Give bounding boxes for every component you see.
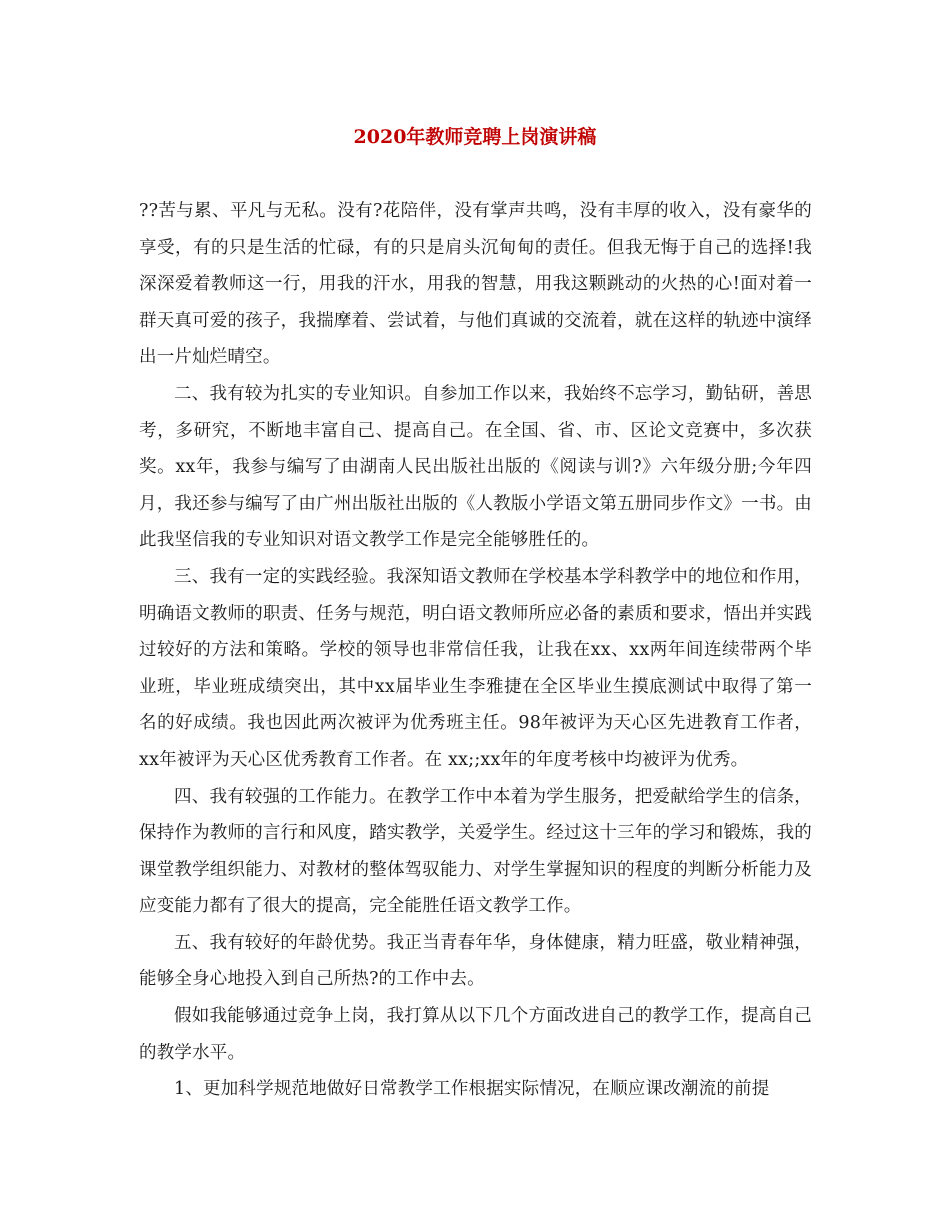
paragraph-6: 假如我能够通过竞争上岗，我打算从以下几个方面改进自己的教学工作，提高自己的教学水平。 [139,1006,812,1063]
paragraph-2: 二、我有较为扎实的专业知识。自参加工作以来，我始终不忘学习，勤钻研，善思考，多研究，不断地丰富自己、提高自己。在全国、省、市、区论文竞赛中，多次获奖。xx年，我参与编写了由湖南人民出版社出版的《阅读与训?》六年级分册;今年四月，我还参与编写了由广州出版社出版的《人教版小学语文第五册同步作文》一书。由此我坚信我的专业知识对语文教学工作是完全能够胜任的。 [139,383,812,551]
paragraph-3: 三、我有一定的实践经验。我深知语文教师在学校基本学科教学中的地位和作用，明确语文教师的职责、任务与规范，明白语文教师所应必备的素质和要求，悟出并实践过较好的方法和策略。学校的领导也非常信任我，让我在xx、xx两年间连续带两个毕业班，毕业班成绩突出，其中xx届毕业生李雅捷在全区毕业生摸底测试中取得了第一名的好成绩。我也因此两次被评为优秀班主任。98年被评为天心区先进教育工作者，xx年被评为天心区优秀教育工作者。在 xx;;xx年的年度考核中均被评为优秀。 [139,566,812,770]
paragraph-5: 五、我有较好的年龄优势。我正当青春年华，身体健康，精力旺盛，敬业精神强，能够全身心地投入到自己所热?的工作中去。 [139,932,812,990]
paragraph-7: 1、更加科学规范地做好日常教学工作根据实际情况，在顺应课改潮流的前提 [174,1079,770,1100]
document-title: 2020年教师竞聘上岗演讲稿 [353,126,597,148]
paragraph-1: ??苦与累、平凡与无私。没有?花陪伴，没有掌声共鸣，没有丰厚的收入，没有豪华的享受，有的只是生活的忙碌，有的只是肩头沉甸甸的责任。但我无悔于自己的选择!我深深爱着教师这一行，用我的汗水，用我的智慧，用我这颗跳动的火热的心!面对着一群天真可爱的孩子，我揣摩着、尝试着，与他们真诚的交流着，就在这样的轨迹中演绎出一片灿烂晴空。 [139,201,812,368]
document-body [139,193,812,1108]
paragraph-4: 四、我有较强的工作能力。在教学工作中本着为学生服务，把爱献给学生的信条，保持作为教师的言行和风度，踏实教学，关爱学生。经过这十三年的学习和锻炼，我的课堂教学组织能力、对教材的整体驾驭能力、对学生掌握知识的程度的判断分析能力及应变能力都有了很大的提高，完全能胜任语文教学工作。 [139,786,812,917]
